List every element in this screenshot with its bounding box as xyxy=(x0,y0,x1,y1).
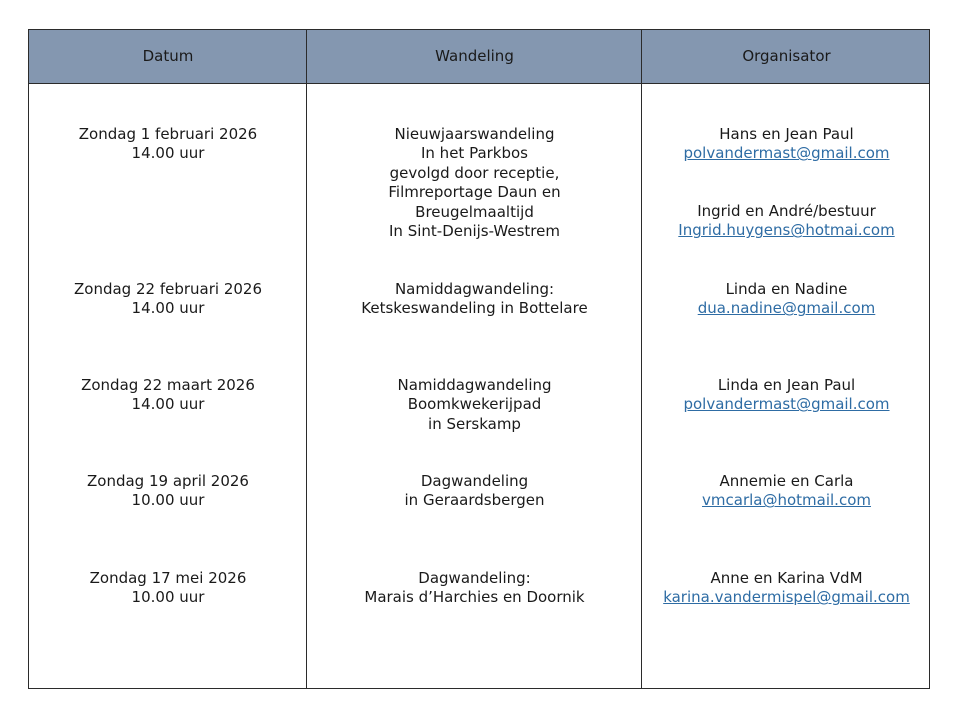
row-1-organizer-1 xyxy=(642,125,931,164)
date-line: Zondag 1 februari 2026 xyxy=(78,125,258,143)
row-4-walk xyxy=(307,472,642,511)
walk-line: Dagwandeling: xyxy=(418,569,531,587)
time-line: 10.00 uur xyxy=(131,588,205,607)
organizer-email-link[interactable]: polvandermast@gmail.com xyxy=(683,395,890,414)
row-4-date xyxy=(29,472,307,511)
organizer-email-link[interactable]: polvandermast@gmail.com xyxy=(683,144,890,163)
organizer-name: Anne en Karina VdM xyxy=(710,569,863,587)
row-5-organizer xyxy=(642,569,931,608)
organizer-name: Hans en Jean Paul xyxy=(719,125,854,143)
time-line: 14.00 uur xyxy=(131,144,205,163)
time-line: 14.00 uur xyxy=(131,395,205,414)
walk-line: Namiddagwandeling xyxy=(397,376,552,394)
row-1-walk xyxy=(307,125,642,241)
date-line: Zondag 17 mei 2026 xyxy=(89,569,247,587)
organizer-name: Linda en Nadine xyxy=(725,280,848,298)
walk-line: Boomkwekerijpad xyxy=(407,395,542,414)
walk-line: In Sint-Denijs-Westrem xyxy=(389,222,560,241)
row-5-date xyxy=(29,569,307,608)
date-line: Zondag 19 april 2026 xyxy=(87,472,249,490)
walk-line: Dagwandeling xyxy=(420,472,529,490)
walk-line: Marais d’Harchies en Doornik xyxy=(364,588,585,607)
walk-line: Namiddagwandeling: xyxy=(394,280,555,298)
row-3-organizer xyxy=(642,376,931,415)
organizer-email-link[interactable]: Ingrid.huygens@hotmai.com xyxy=(678,221,895,240)
walk-line: Filmreportage Daun en xyxy=(388,183,561,202)
walk-line: in Serskamp xyxy=(428,414,521,433)
organizer-name: Annemie en Carla xyxy=(719,472,854,490)
row-2-walk xyxy=(307,280,642,319)
header-organizer: Organisator xyxy=(742,47,831,65)
row-3-date xyxy=(29,376,307,415)
row-4-organizer xyxy=(642,472,931,511)
date-line: Zondag 22 maart 2026 xyxy=(81,376,255,394)
row-1-organizer-2 xyxy=(642,202,931,241)
header-date: Datum xyxy=(142,47,194,65)
row-3-walk xyxy=(307,376,642,434)
organizer-email-link[interactable]: vmcarla@hotmail.com xyxy=(702,491,871,510)
header-walk: Wandeling xyxy=(435,47,514,65)
walk-line: gevolgd door receptie, xyxy=(389,163,560,182)
organizer-name: Ingrid en André/bestuur xyxy=(697,202,876,220)
organizer-email-link[interactable]: karina.vandermispel@gmail.com xyxy=(663,588,910,607)
organizer-name: Linda en Jean Paul xyxy=(717,376,856,394)
walk-line: Ketskeswandeling in Bottelare xyxy=(361,299,588,318)
walk-schedule-table xyxy=(28,29,930,689)
organizer-email-link[interactable]: dua.nadine@gmail.com xyxy=(697,299,876,318)
walk-line: Nieuwjaarswandeling xyxy=(394,125,555,143)
time-line: 10.00 uur xyxy=(131,491,205,510)
walk-line: In het Parkbos xyxy=(420,144,528,163)
row-5-walk xyxy=(307,569,642,608)
time-line: 14.00 uur xyxy=(131,299,205,318)
row-2-date xyxy=(29,280,307,319)
walk-line: in Geraardsbergen xyxy=(404,491,545,510)
date-line: Zondag 22 februari 2026 xyxy=(74,280,262,298)
row-1-date xyxy=(29,125,307,164)
table-header xyxy=(29,30,929,84)
walk-line: Breugelmaaltijd xyxy=(415,202,534,221)
row-2-organizer xyxy=(642,280,931,319)
